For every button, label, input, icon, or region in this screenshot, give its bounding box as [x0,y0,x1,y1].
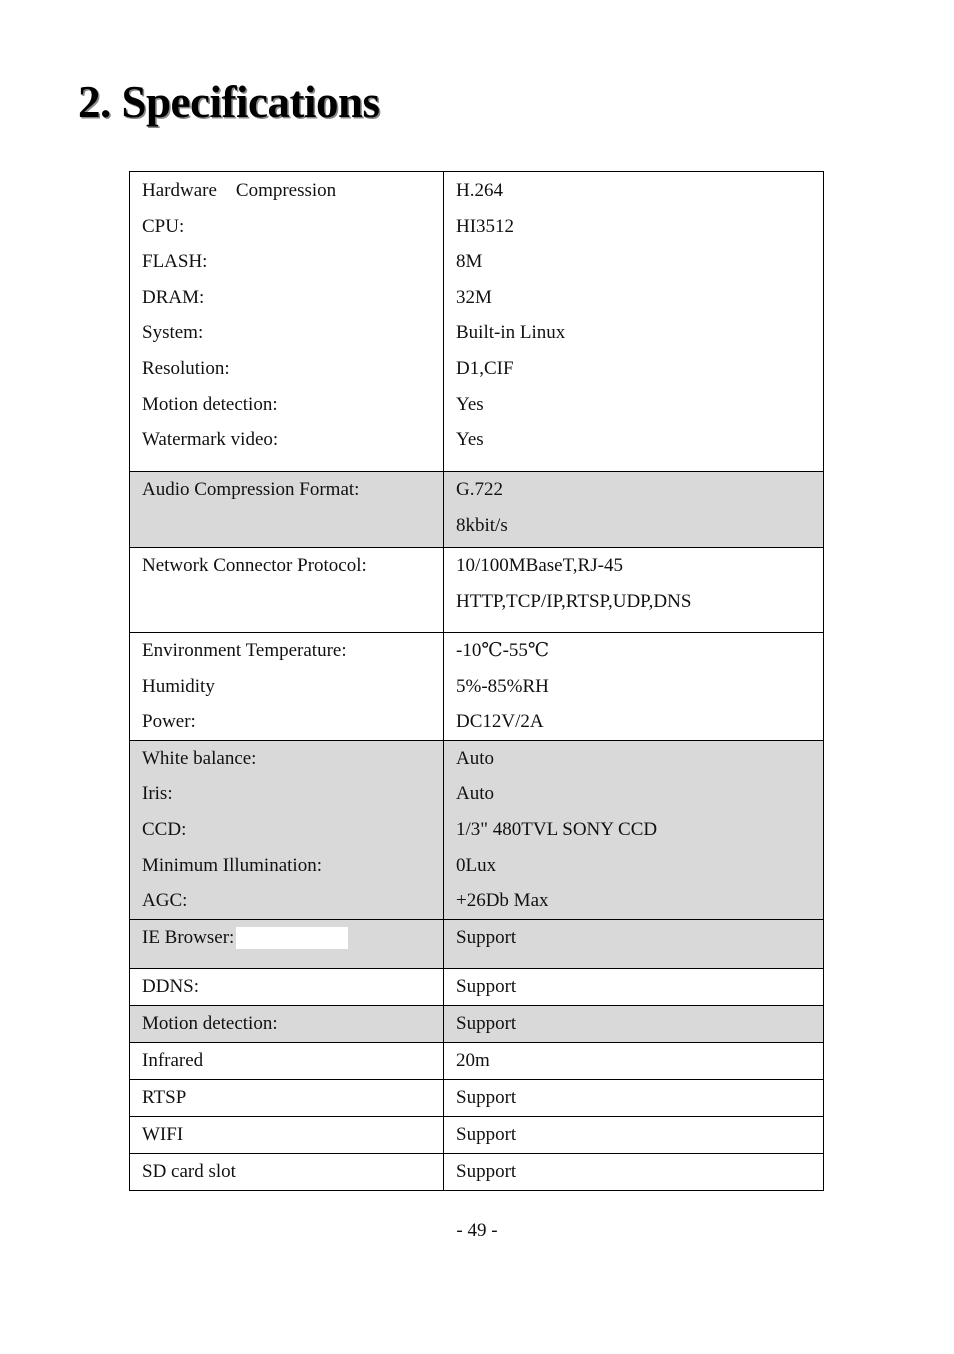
spec-value: 5%-85%RH [456,675,549,697]
spec-value: 0Lux [456,854,497,876]
spec-value: Support [456,926,517,948]
spec-row-rtsp [130,1079,824,1116]
spec-row-camera [130,740,824,919]
spec-value: Yes [456,393,484,415]
spec-label: Network Connector Protocol: [142,555,367,576]
spec-label: Infrared [142,1049,204,1071]
spec-label: CCD: [142,818,187,840]
spec-row-sd-card-slot [130,1153,824,1190]
spec-label-cell [130,1153,444,1190]
spec-row-infrared [130,1042,824,1079]
spec-label: Power: [142,711,196,733]
spec-value: DC12V/2A [456,711,544,733]
spec-value-cell [444,633,824,741]
spec-value-cell [444,740,824,919]
spec-label: Iris: [142,783,173,805]
spec-label: FLASH: [142,251,208,273]
spec-label-cell [130,1042,444,1079]
spec-value-cell [444,1116,824,1153]
spec-value: Support [456,1012,517,1034]
spec-value: Support [456,1086,517,1108]
spec-label-cell [130,968,444,1005]
spec-label: DDNS: [142,975,200,997]
spec-value: -10℃-55℃ [456,640,550,661]
spec-value: D1,CIF [456,357,514,379]
page-title: 2. Specifications [78,77,380,127]
spec-value-cell [444,1079,824,1116]
spec-row-network [130,548,824,633]
spec-value: Auto [456,783,494,805]
spec-value: +26Db Max [456,890,549,912]
spec-value: G.722 [456,479,503,500]
spec-label-cell [130,1116,444,1153]
spec-row-motion-detection [130,1005,824,1042]
spec-value: Support [456,1160,517,1182]
spec-label: Hardware Compression [142,180,337,201]
spec-value: HI3512 [456,215,515,237]
spec-value-cell [444,1042,824,1079]
spec-value: Yes [456,429,484,451]
blank-highlight [236,927,348,949]
spec-row-ie-browser [130,919,824,968]
spec-row-hardware [130,172,824,472]
spec-label-cell [130,633,444,741]
spec-label: System: [142,322,204,344]
spec-label: Audio Compression Format: [142,479,360,500]
spec-label-cell [130,472,444,548]
spec-value-cell [444,172,824,472]
spec-label-cell [130,1079,444,1116]
spec-value-cell [444,472,824,548]
spec-label: Watermark video: [142,429,279,451]
spec-value: Support [456,975,517,997]
page-number: - 49 - [456,1220,498,1241]
spec-row-environment [130,633,824,741]
spec-value: Auto [456,747,494,769]
spec-label-cell [130,740,444,919]
spec-value-cell [444,1005,824,1042]
spec-row-audio [130,472,824,548]
spec-row-wifi [130,1116,824,1153]
spec-label-cell [130,1005,444,1042]
spec-label: Motion detection: [142,1012,278,1034]
spec-value: 1/3" 480TVL SONY CCD [456,818,658,840]
spec-label: DRAM: [142,286,205,308]
spec-label: Humidity [142,675,215,697]
spec-label: CPU: [142,215,185,237]
spec-label: White balance: [142,747,257,769]
spec-label: Environment Temperature: [142,640,347,661]
spec-label: RTSP [142,1086,187,1108]
spec-label: IE Browser: [142,926,235,948]
spec-value: Support [456,1123,517,1145]
spec-label: AGC: [142,890,188,912]
specifications-table [129,171,824,1191]
spec-value-cell [444,548,824,633]
spec-value-cell [444,968,824,1005]
spec-label: WIFI [142,1123,184,1145]
spec-value: 8M [456,251,483,273]
spec-value: Built-in Linux [456,322,566,344]
spec-label: Resolution: [142,357,230,379]
spec-value: 20m [456,1049,490,1071]
spec-value-cell [444,919,824,968]
spec-label-cell [130,919,444,968]
spec-label: Motion detection: [142,393,278,415]
spec-label-cell [130,548,444,633]
spec-label: Minimum Illumination: [142,854,322,876]
spec-value: 8kbit/s [456,514,508,536]
spec-value: 10/100MBaseT,RJ-45 [456,555,623,576]
spec-value-cell [444,1153,824,1190]
spec-row-ddns [130,968,824,1005]
spec-label: SD card slot [142,1160,236,1182]
spec-value: HTTP,TCP/IP,RTSP,UDP,DNS [456,590,692,612]
spec-value: H.264 [456,180,503,201]
spec-value: 32M [456,286,492,308]
spec-label-cell [130,172,444,472]
